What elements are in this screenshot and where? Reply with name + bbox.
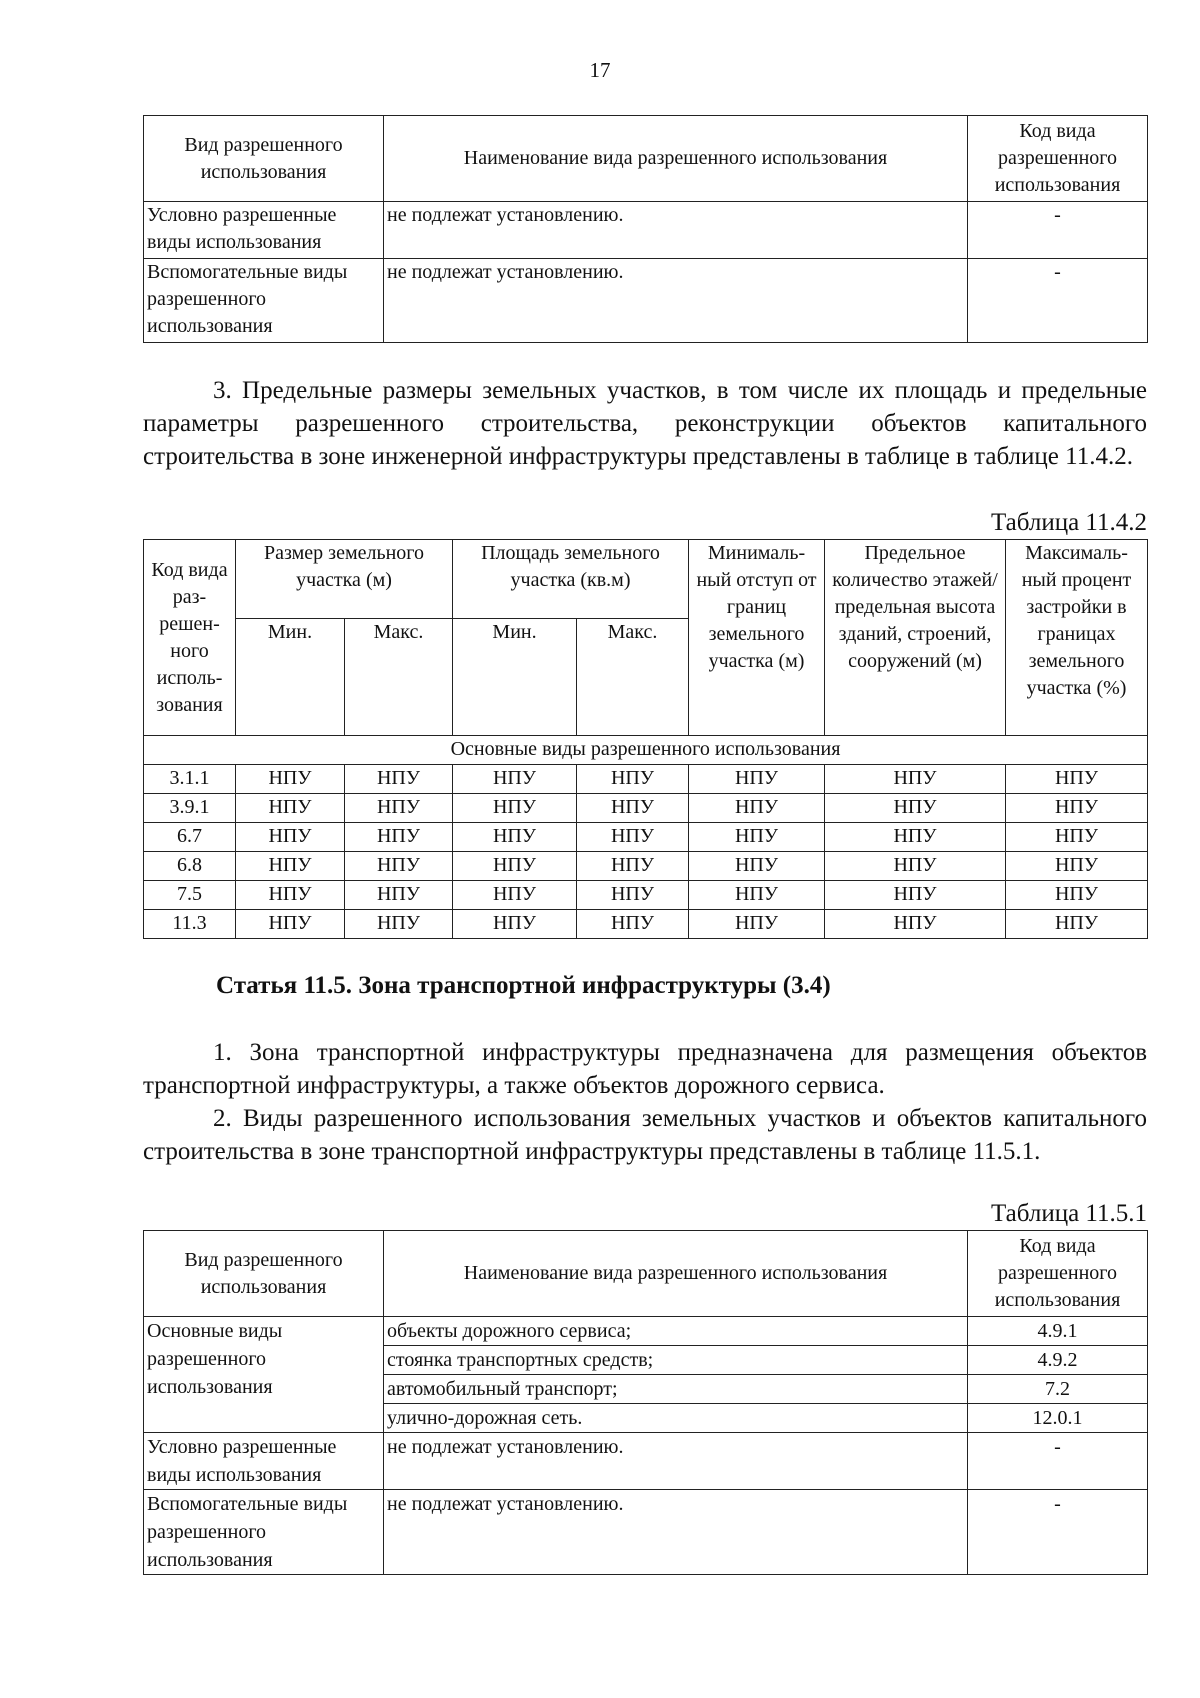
cell-value: НПУ [236, 852, 345, 881]
header-code: Код вида раз-решен-ного исполь-зования [144, 540, 236, 736]
cell-value: НПУ [453, 852, 577, 881]
header-use-type: Вид разрешенного использования [144, 116, 384, 202]
cell-value: НПУ [577, 881, 689, 910]
section-label: Основные виды разрешенного использования [144, 736, 1148, 765]
cell-value: НПУ [453, 881, 577, 910]
header-coverage: Максималь-ный процент застройки в границах земельного участка (%) [1006, 540, 1148, 736]
cell-value: НПУ [453, 823, 577, 852]
cell-value: НПУ [825, 765, 1006, 794]
header-use-type: Вид разрешенного использования [144, 1231, 384, 1317]
row-name: не подлежат установлению. [384, 259, 968, 343]
row-code: 7.5 [144, 881, 236, 910]
header-size-min: Мин. [236, 619, 345, 736]
row-type: Вспомогательные виды разрешенного использования [144, 1490, 384, 1575]
row-code: 12.0.1 [968, 1404, 1148, 1433]
cell-value: НПУ [825, 852, 1006, 881]
table-caption-11-4-2: Таблица 11.4.2 [991, 509, 1147, 536]
cell-value: НПУ [825, 910, 1006, 939]
cell-value: НПУ [345, 910, 453, 939]
row-name: не подлежат установлению. [384, 1433, 968, 1490]
cell-value: НПУ [825, 881, 1006, 910]
cell-value: НПУ [825, 794, 1006, 823]
cell-value: НПУ [236, 823, 345, 852]
table-row [144, 1433, 1148, 1490]
header-size-max: Макс. [345, 619, 453, 736]
cell-value: НПУ [1006, 765, 1148, 794]
cell-value: НПУ [236, 881, 345, 910]
article-title: Статья 11.5. Зона транспортной инфраструктуры (3.4) [216, 972, 831, 999]
cell-value: НПУ [1006, 794, 1148, 823]
cell-value: НПУ [577, 765, 689, 794]
paragraph-zone-uses: 2. Виды разрешенного использования земельных участков и объектов капитального строительства в зоне транспортной инфраструктуры представлены в таблице 11.5.1. [143, 1105, 1147, 1165]
row-name: автомобильный транспорт; [384, 1375, 968, 1404]
cell-value: НПУ [236, 765, 345, 794]
cell-value: НПУ [577, 910, 689, 939]
cell-value: НПУ [345, 794, 453, 823]
header-plot-area: Площадь земельного участка (кв.м) [453, 540, 689, 619]
cell-value: НПУ [453, 910, 577, 939]
cell-value: НПУ [1006, 881, 1148, 910]
cell-value: НПУ [345, 765, 453, 794]
row-code: - [968, 1433, 1148, 1490]
page-number: 17 [589, 58, 611, 82]
table-11-5-1 [143, 1230, 1148, 1575]
row-name: объекты дорожного сервиса; [384, 1317, 968, 1346]
cell-value: НПУ [689, 910, 825, 939]
row-name: не подлежат установлению. [384, 202, 968, 259]
header-use-name: Наименование вида разрешенного использования [384, 116, 968, 202]
row-code: 4.9.1 [968, 1317, 1148, 1346]
cell-value: НПУ [689, 852, 825, 881]
table-row [144, 1490, 1148, 1575]
cell-value: НПУ [345, 852, 453, 881]
table-row [144, 823, 1148, 852]
row-name: стоянка транспортных средств; [384, 1346, 968, 1375]
row-code: 6.7 [144, 823, 236, 852]
table-header-row [144, 116, 1148, 202]
table-caption-11-5-1: Таблица 11.5.1 [991, 1200, 1147, 1227]
row-code: - [968, 202, 1148, 259]
cell-value: НПУ [345, 881, 453, 910]
cell-value: НПУ [577, 794, 689, 823]
table-row [144, 765, 1148, 794]
header-area-min: Мин. [453, 619, 577, 736]
header-use-code: Код вида разрешенного использования [968, 116, 1148, 202]
row-code: 3.9.1 [144, 794, 236, 823]
table-header-row [144, 540, 1148, 619]
cell-value: НПУ [577, 852, 689, 881]
table-continued-uses [143, 115, 1148, 343]
cell-value: НПУ [1006, 910, 1148, 939]
cell-value: НПУ [689, 765, 825, 794]
table-row [144, 910, 1148, 939]
paragraph-zone-purpose: 1. Зона транспортной инфраструктуры предназначена для размещения объектов транспортной инфраструктуры, а также объектов дорожного сервиса. [143, 1039, 1147, 1099]
table-row [144, 1317, 1148, 1346]
header-use-name: Наименование вида разрешенного использования [384, 1231, 968, 1317]
table-row [144, 881, 1148, 910]
header-plot-size: Размер земельного участка (м) [236, 540, 453, 619]
row-code: - [968, 259, 1148, 343]
main-use-type: Основные виды разрешенного использования [144, 1317, 384, 1433]
table-row [144, 202, 1148, 259]
row-type: Условно разрешенные виды использования [144, 1433, 384, 1490]
row-name: не подлежат установлению. [384, 1490, 968, 1575]
cell-value: НПУ [1006, 823, 1148, 852]
paragraph-3: 3. Предельные размеры земельных участков, в том числе их площадь и предельные параметры разрешенного строительства, реконструкции объектов капитального строительства в зоне инженерной инфраструктуры представлены в таблице в таблице 11.4.2. [143, 377, 1147, 470]
header-floors: Предельное количество этажей/ предельная высота зданий, строений, сооружений (м) [825, 540, 1006, 736]
table-row [144, 259, 1148, 343]
cell-value: НПУ [577, 823, 689, 852]
row-code: 7.2 [968, 1375, 1148, 1404]
cell-value: НПУ [236, 794, 345, 823]
row-code: 11.3 [144, 910, 236, 939]
cell-value: НПУ [689, 794, 825, 823]
cell-value: НПУ [689, 823, 825, 852]
cell-value: НПУ [825, 823, 1006, 852]
row-type: Вспомогательные виды разрешенного использования [144, 259, 384, 343]
cell-value: НПУ [453, 794, 577, 823]
cell-value: НПУ [689, 881, 825, 910]
row-code: - [968, 1490, 1148, 1575]
header-setback: Минималь-ный отступ от границ земельного участка (м) [689, 540, 825, 736]
cell-value: НПУ [1006, 852, 1148, 881]
row-code: 4.9.2 [968, 1346, 1148, 1375]
header-use-code: Код вида разрешенного использования [968, 1231, 1148, 1317]
table-header-row [144, 1231, 1148, 1317]
header-area-max: Макс. [577, 619, 689, 736]
row-name: улично-дорожная сеть. [384, 1404, 968, 1433]
table-11-4-2 [143, 539, 1148, 939]
table-row [144, 794, 1148, 823]
row-code: 6.8 [144, 852, 236, 881]
cell-value: НПУ [345, 823, 453, 852]
row-code: 3.1.1 [144, 765, 236, 794]
table-row [144, 852, 1148, 881]
section-row [144, 736, 1148, 765]
cell-value: НПУ [453, 765, 577, 794]
row-type: Условно разрешенные виды использования [144, 202, 384, 259]
cell-value: НПУ [236, 910, 345, 939]
